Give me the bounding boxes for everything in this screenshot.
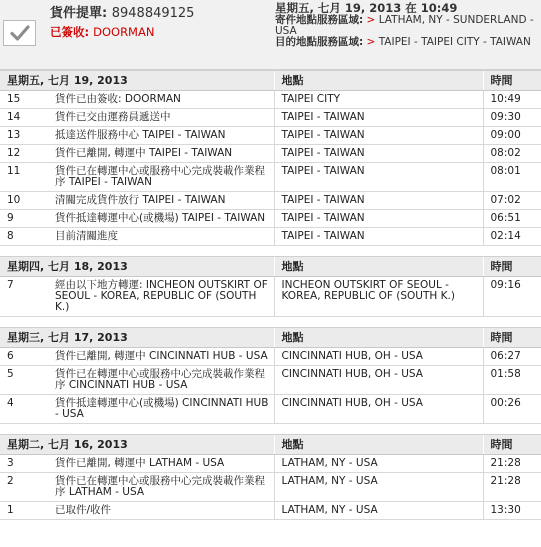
- event-time: 08:01: [483, 163, 541, 192]
- event-row: [0, 395, 541, 424]
- event-location: INCHEON OUTSKIRT OF SEOUL - KOREA, REPUBLIC OF (SOUTH K.): [274, 277, 483, 317]
- checkmark-icon: [10, 24, 30, 42]
- event-location: TAIPEI - TAIWAN: [274, 109, 483, 127]
- event-location: TAIPEI CITY: [274, 91, 483, 109]
- event-row: [0, 502, 541, 520]
- event-row: [0, 366, 541, 395]
- event-number: 1: [0, 502, 48, 520]
- event-time: 06:27: [483, 348, 541, 366]
- event-description: 清關完成貨件放行 TAIPEI - TAIWAN: [48, 192, 274, 210]
- event-time: 08:02: [483, 145, 541, 163]
- event-row: [0, 163, 541, 192]
- event-location: TAIPEI - TAIWAN: [274, 210, 483, 228]
- event-row: [0, 455, 541, 473]
- event-description: 已取件/收件: [48, 502, 274, 520]
- event-number: 2: [0, 473, 48, 502]
- event-row: [0, 473, 541, 502]
- location-column-header: 地點: [274, 435, 483, 455]
- event-time: 09:00: [483, 127, 541, 145]
- event-number: 13: [0, 127, 48, 145]
- day-date: 星期四, 七月 18, 2013: [0, 257, 274, 277]
- event-time: 01:58: [483, 366, 541, 395]
- delivered-status: [3, 20, 36, 46]
- destination-arrow-icon: >: [366, 36, 376, 48]
- event-number: 10: [0, 192, 48, 210]
- waybill: [50, 2, 194, 21]
- event-time: 09:30: [483, 109, 541, 127]
- location-column-header: 地點: [274, 328, 483, 348]
- event-location: LATHAM, NY - USA: [274, 455, 483, 473]
- event-row: [0, 145, 541, 163]
- event-row: [0, 210, 541, 228]
- event-row: [0, 127, 541, 145]
- event-description: 貨件已在轉運中心或服務中心完成裝載作業程序 LATHAM - USA: [48, 473, 274, 502]
- destination-value: TAIPEI - TAIPEI CITY - TAIWAN: [378, 36, 531, 48]
- event-number: 7: [0, 277, 48, 317]
- event-description: 貨件已在轉運中心或服務中心完成裝載作業程序 CINCINNATI HUB - USA: [48, 366, 274, 395]
- event-time: 07:02: [483, 192, 541, 210]
- event-row: [0, 277, 541, 317]
- event-time: 09:16: [483, 277, 541, 317]
- waybill-label: 貨件提單:: [50, 6, 108, 21]
- origin-arrow-icon: >: [366, 14, 376, 26]
- event-row: [0, 109, 541, 127]
- event-description: 目前清關進度: [48, 228, 274, 246]
- day-date: 星期二, 七月 16, 2013: [0, 435, 274, 455]
- event-location: TAIPEI - TAIWAN: [274, 228, 483, 246]
- time-column-header: 時間: [483, 328, 541, 348]
- event-location: CINCINNATI HUB, OH - USA: [274, 366, 483, 395]
- event-description: 貨件已離開, 轉運中 LATHAM - USA: [48, 455, 274, 473]
- delivery-datetime: 星期五, 七月 19, 2013 在 10:49: [275, 1, 458, 15]
- day-header-row: [0, 71, 541, 91]
- event-location: TAIPEI - TAIWAN: [274, 163, 483, 192]
- time-column-header: 時間: [483, 435, 541, 455]
- location-column-header: 地點: [274, 71, 483, 91]
- event-description: 貨件已離開, 轉運中 TAIPEI - TAIWAN: [48, 145, 274, 163]
- day-date: 星期三, 七月 17, 2013: [0, 328, 274, 348]
- event-time: 00:26: [483, 395, 541, 424]
- event-description: 貨件抵達轉運中心(或機場) CINCINNATI HUB - USA: [48, 395, 274, 424]
- destination-label: 目的地點服務區域:: [275, 36, 364, 48]
- shipment-header: [0, 0, 541, 70]
- day-date: 星期五, 七月 19, 2013: [0, 71, 274, 91]
- event-location: TAIPEI - TAIWAN: [274, 127, 483, 145]
- location-column-header: 地點: [274, 257, 483, 277]
- tracking-history-table: [0, 70, 541, 520]
- waybill-number: 8948849125: [111, 6, 195, 21]
- event-description: 抵達送件服務中心 TAIPEI - TAIWAN: [48, 127, 274, 145]
- shipment-meta: [275, 2, 537, 48]
- event-description: 貨件抵達轉運中心(或機場) TAIPEI - TAIWAN: [48, 210, 274, 228]
- event-number: 12: [0, 145, 48, 163]
- event-number: 8: [0, 228, 48, 246]
- event-row: [0, 192, 541, 210]
- event-row: [0, 228, 541, 246]
- day-header-row: [0, 328, 541, 348]
- event-row: [0, 348, 541, 366]
- signed-by: [50, 24, 154, 40]
- origin-area: [275, 15, 537, 37]
- day-header-row: [0, 435, 541, 455]
- time-column-header: 時間: [483, 257, 541, 277]
- event-number: 5: [0, 366, 48, 395]
- event-time: 02:14: [483, 228, 541, 246]
- event-number: 9: [0, 210, 48, 228]
- event-number: 4: [0, 395, 48, 424]
- day-header-row: [0, 257, 541, 277]
- event-number: 11: [0, 163, 48, 192]
- signed-value: DOORMAN: [93, 25, 155, 39]
- event-location: CINCINNATI HUB, OH - USA: [274, 348, 483, 366]
- event-time: 06:51: [483, 210, 541, 228]
- event-row: [0, 91, 541, 109]
- event-number: 14: [0, 109, 48, 127]
- event-time: 13:30: [483, 502, 541, 520]
- event-location: TAIPEI - TAIWAN: [274, 192, 483, 210]
- destination-area: [275, 37, 537, 48]
- event-description: 貨件已交由運務員遞送中: [48, 109, 274, 127]
- event-location: LATHAM, NY - USA: [274, 473, 483, 502]
- event-time: 21:28: [483, 455, 541, 473]
- event-description: 經由以下地方轉運: INCHEON OUTSKIRT OF SEOUL - KOREA, REPUBLIC OF (SOUTH K.): [48, 277, 274, 317]
- event-description: 貨件已在轉運中心或服務中心完成裝載作業程序 TAIPEI - TAIWAN: [48, 163, 274, 192]
- origin-value: LATHAM, NY - SUNDERLAND - USA: [275, 14, 534, 37]
- event-location: CINCINNATI HUB, OH - USA: [274, 395, 483, 424]
- event-description: 貨件已由簽收: DOORMAN: [48, 91, 274, 109]
- event-time: 10:49: [483, 91, 541, 109]
- event-location: LATHAM, NY - USA: [274, 502, 483, 520]
- signed-label: 已簽收:: [50, 25, 90, 39]
- origin-label: 寄件地點服務區域:: [275, 14, 364, 26]
- event-number: 3: [0, 455, 48, 473]
- event-number: 6: [0, 348, 48, 366]
- event-description: 貨件已離開, 轉運中 CINCINNATI HUB - USA: [48, 348, 274, 366]
- time-column-header: 時間: [483, 71, 541, 91]
- event-location: TAIPEI - TAIWAN: [274, 145, 483, 163]
- event-time: 21:28: [483, 473, 541, 502]
- event-number: 15: [0, 91, 48, 109]
